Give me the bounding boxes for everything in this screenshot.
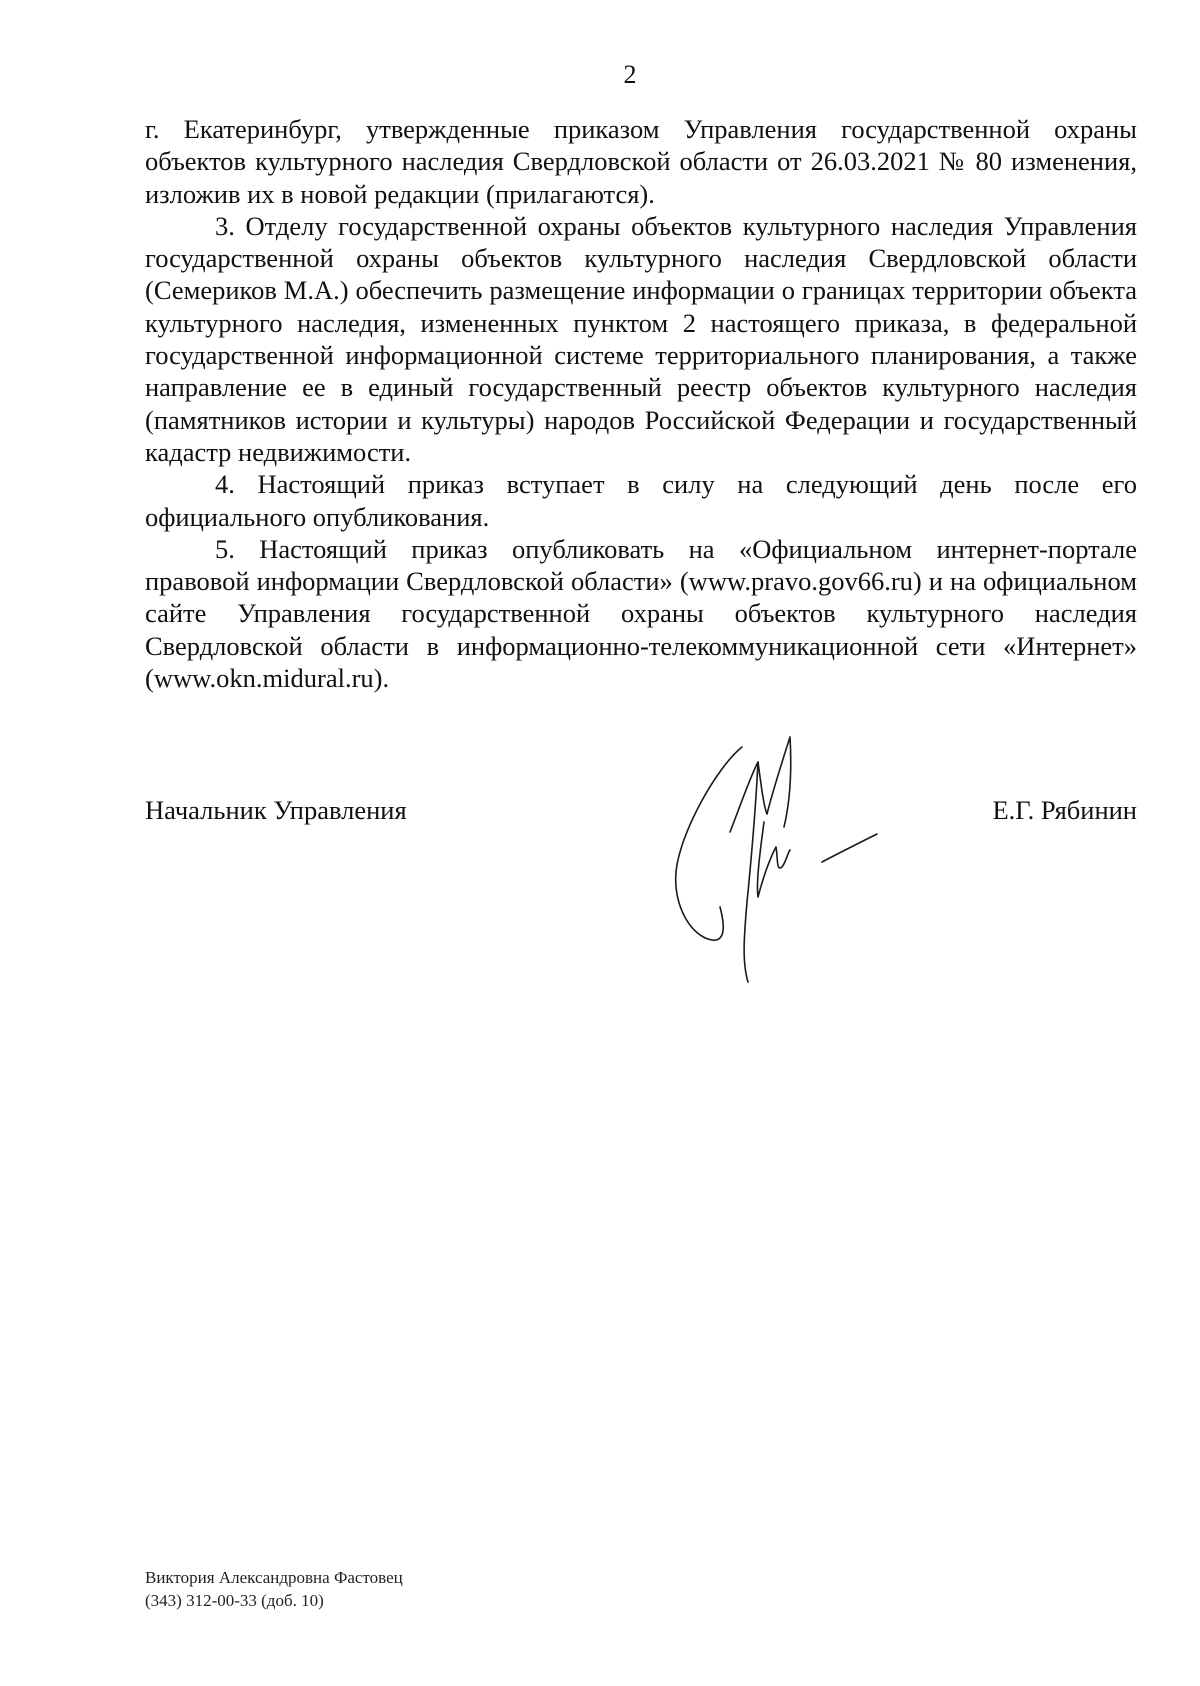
page-number: 2 <box>623 60 637 89</box>
document-body <box>145 113 1137 694</box>
executor-info <box>145 1566 403 1612</box>
paragraph-item-5: 5. Настоящий приказ опубликовать на «Официальном интернет-портале правовой информации Свердловской области» (www.pravo.gov66.ru) и на официальном сайте Управления государственной охраны объектов культурного наследия Свердловской области в информационно-телекоммуникационной сети «Интернет» (www.okn.midural.ru). <box>145 533 1137 694</box>
paragraph-continuation: г. Екатеринбург, утвержденные приказом Управления государственной охраны объектов культурного наследия Свердловской области от 26.03.2021 № 80 изменения, изложив их в новой редакции (прилагаются). <box>145 114 1137 209</box>
paragraph-item-4: 4. Настоящий приказ вступает в силу на следующий день после его официального опубликования. <box>145 469 1137 532</box>
signer-position: Начальник Управления <box>145 795 407 825</box>
executor-phone: (343) 312-00-33 (доб. 10) <box>145 1591 324 1610</box>
handwritten-signature <box>672 722 887 987</box>
executor-name: Виктория Александровна Фастовец <box>145 1568 403 1587</box>
paragraph-item-3: 3. Отделу государственной охраны объектов культурного наследия Управления государственной охраны объектов культурного наследия Свердловской области (Семериков М.А.) обеспечить размещение информации о границах территории объекта культурного наследия, измененных пунктом 2 настоящего приказа, в федеральной государственной информационной системе территориального планирования, а также направление ее в единый государственный реестр объектов культурного наследия (памятников истории и культуры) народов Российской Федерации и государственный кадастр недвижимости. <box>145 210 1137 467</box>
signer-name: Е.Г. Рябинин <box>992 795 1137 825</box>
